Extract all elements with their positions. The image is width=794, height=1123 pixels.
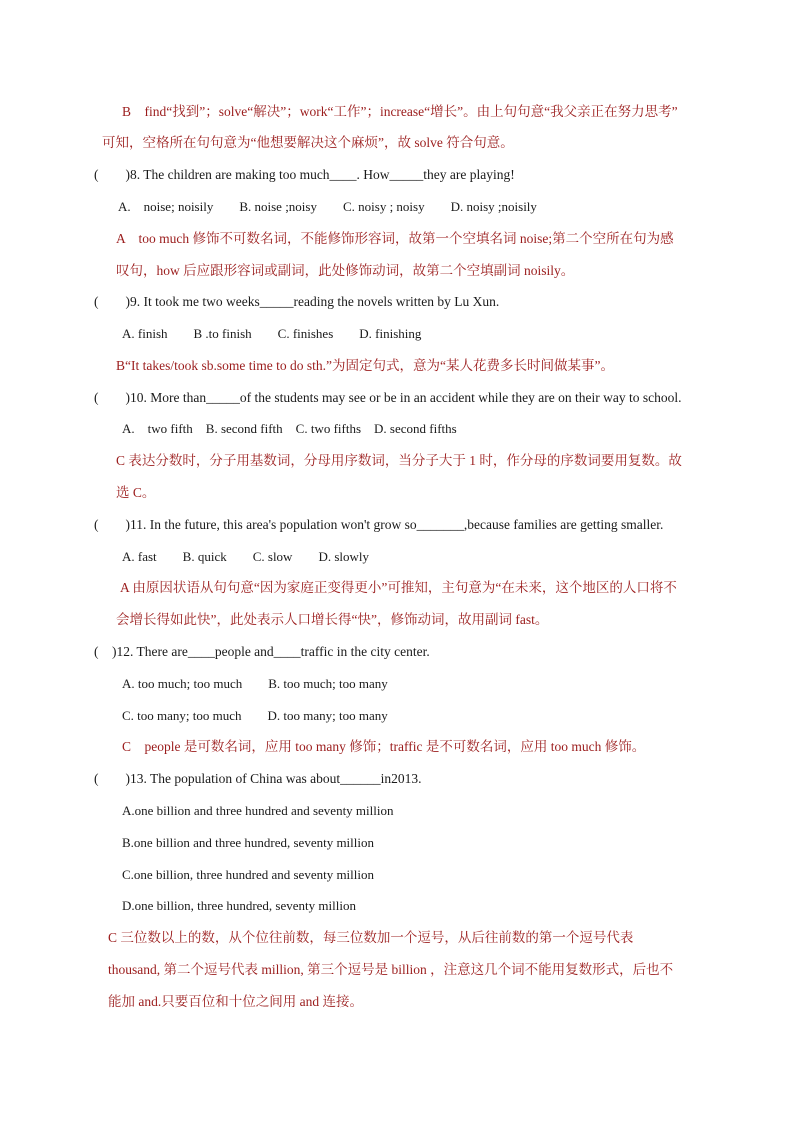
q12-options-line-2: C. too many; too much D. too many; too many [122,708,388,723]
q11-explanation-line-1: A 由原因状语从句句意“因为家庭正变得更小”可推知，主句意为“在未来，这个地区的人口将不 [120,580,677,595]
q9-options: A. finish B .to finish C. finishes D. finishing [122,326,422,341]
q13-option-a: A.one billion and three hundred and seventy million [122,803,394,818]
q13-option-c: C.one billion, three hundred and seventy million [122,867,375,882]
q13-explanation-line-1: C 三位数以上的数，从个位往前数，每三位数加一个逗号，从后往前数的第一个逗号代表 [108,930,634,945]
q13-option-b: B.one billion and three hundred, seventy million [122,835,375,850]
q9-explanation-line-1: B“It takes/took sb.some time to do sth.”为固定句式，意为“某人花费多长时间做某事”。 [116,358,614,373]
q12-stem: ( )12. There are____people and____traffic in the city center. [94,644,430,659]
q8-options: A. noise; noisily B. noise ;noisy C. noisy ; noisy D. noisy ;noisily [118,199,537,214]
q12-explanation-line-1: C people 是可数名词，应用 too many 修饰；traffic 是不可数名词，应用 too much 修饰。 [122,739,646,754]
q13-option-d: D.one billion, three hundred, seventy million [122,898,356,913]
q11-explanation-line-2: 会增长得如此快”，此处表示人口增长得“快”，修饰动词，故用副词 fast。 [116,612,549,627]
q8-stem: ( )8. The children are making too much____. How_____they are playing! [94,167,515,182]
q10-explanation-line-2: 选 C。 [116,485,156,500]
q7-explanation-line-2: 可知，空格所在句句意为“他想要解决这个麻烦”，故 solve 符合句意。 [102,135,514,150]
q13-explanation-line-2: thousand, 第二个逗号代表 million, 第三个逗号是 billion ，注意这几个词不能用复数形式，后也不 [108,962,674,977]
q10-stem: ( )10. More than_____of the students may see or be in an accident while they are on their way to school. [94,390,682,405]
q11-options: A. fast B. quick C. slow D. slowly [122,549,370,564]
q12-options-line-1: A. too much; too much B. too much; too many [122,676,388,691]
q13-explanation-line-3: 能加 and.只要百位和十位之间用 and 连接。 [108,994,363,1009]
q8-explanation-line-2: 叹句，how 后应跟形容词或副词，此处修饰动词，故第二个空填副词 noisily。 [116,263,575,278]
q9-stem: ( )9. It took me two weeks_____reading the novels written by Lu Xun. [94,294,500,309]
q11-stem: ( )11. In the future, this area's population won't grow so_______,because families are getting smaller. [94,517,664,532]
q8-explanation-line-1: A too much 修饰不可数名词，不能修饰形容词，故第一个空填名词 noise;第二个空所在句为感 [116,231,674,246]
q7-explanation-line-1: B find“找到”；solve“解决”；work“工作”；increase“增长”。由上句句意“我父亲正在努力思考” [122,104,678,119]
q10-explanation-line-1: C 表达分数时，分子用基数词，分母用序数词，当分子大于 1 时，作分母的序数词要用复数。故 [116,453,682,468]
q10-options: A. two fifth B. second fifth C. two fifths D. second fifths [122,421,457,436]
q13-stem: ( )13. The population of China was about______in2013. [94,771,422,786]
